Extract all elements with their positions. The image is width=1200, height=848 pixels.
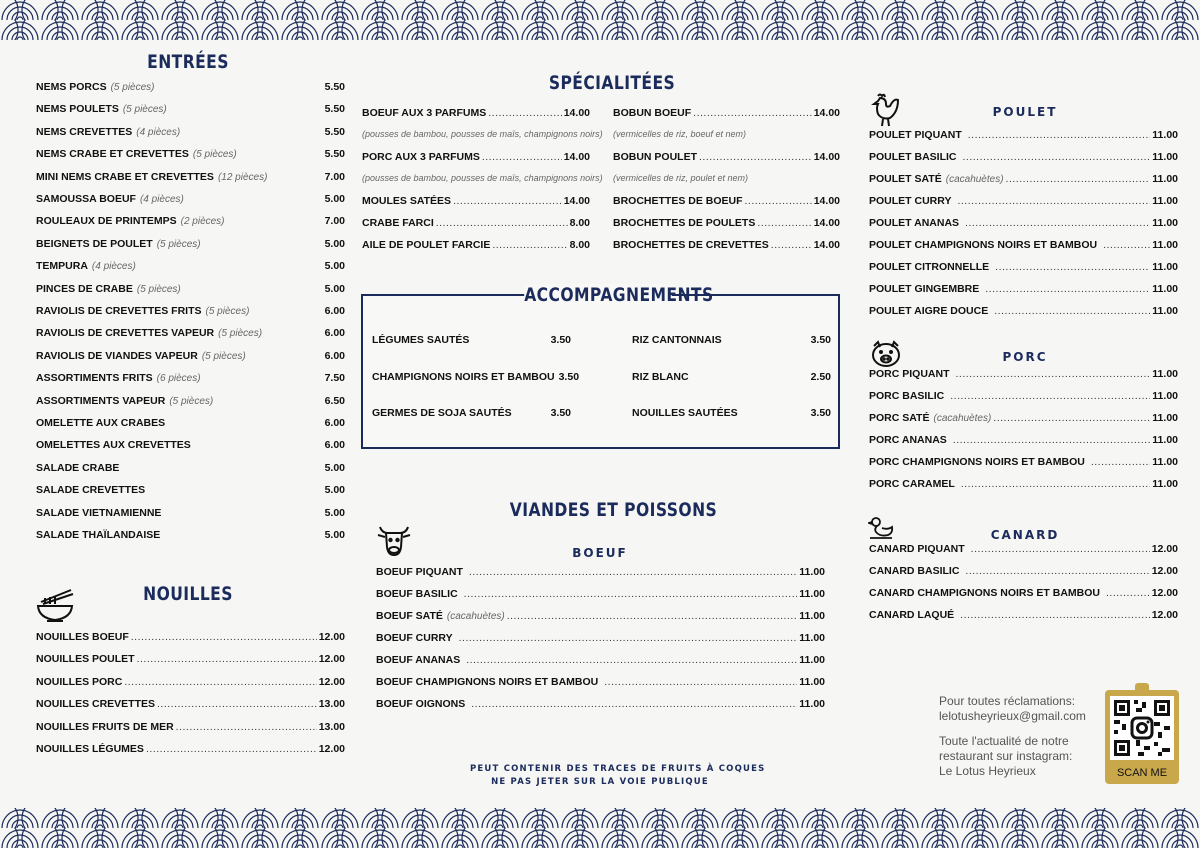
dish-qualifier: (6 pièces) [156,373,201,385]
canard-row [869,609,1178,625]
dish-name: POULET ANANAS [869,217,960,229]
dish-name: BOEUF AUX 3 PARFUMS [362,107,487,119]
boeuf-row [376,588,825,604]
boeuf-row [376,676,825,692]
entree-row [36,81,345,97]
dish-price: 3.50 [810,407,831,419]
dish-name: PORC BASILIC [869,390,945,402]
accompagnement-row [372,334,571,350]
poulet-row [869,239,1178,255]
dish-qualifier: (5 pièces) [169,395,214,407]
dish-qualifier: (5 pièces) [192,149,237,161]
dot-leader [745,195,812,207]
dish-price: 11.00 [1152,478,1178,490]
dish-name: POULET CHAMPIGNONS NOIRS ET BAMBOU [869,239,1098,251]
dish-price: 3.50 [558,370,580,383]
dish-price: 11.00 [799,566,825,578]
dish-qualifier: (4 pièces) [139,194,184,205]
dish-price: 2.50 [810,370,831,383]
dish-price: 11.00 [1152,390,1178,402]
dish-price: 11.00 [1152,456,1178,468]
dish-name: NOUILLES BOEUF [36,631,129,643]
porc-row [869,456,1178,472]
dish-price: 11.00 [799,588,825,600]
dish-price: 11.00 [1152,151,1178,163]
dot-leader [950,390,1150,402]
dish-name: CANARD BASILIC [869,565,960,577]
entree-row [36,395,345,411]
dot-leader [1106,587,1150,599]
dish-name: NEMS CRABE ET CREVETTES [36,148,189,161]
dish-qualifier: (cacahuètes) [446,611,505,622]
specialite-row [613,239,840,255]
dish-name: OMELETTES AUX CREVETTES [36,439,191,452]
dish-price: 14.00 [813,239,840,251]
nouilles-row [36,721,345,737]
nouilles-row [36,743,345,759]
dish-note: (pousses de bambou, pousses de maïs, champignons noirs) [362,129,603,139]
duck-icon [868,515,894,541]
dish-name: BOEUF CHAMPIGNONS NOIRS ET BAMBOU [376,676,599,688]
dot-leader [699,151,812,163]
dot-leader [993,412,1150,424]
dish-name: PORC ANANAS [869,434,947,446]
dish-price: 13.00 [318,698,345,711]
entree-row [36,507,345,523]
accompagnement-row [372,407,571,423]
dot-leader [965,565,1149,577]
specialites-heading: SPÉCIALITÉES [548,72,676,94]
dish-name: POULET SATÉ [869,173,942,185]
boeuf-row [376,698,825,714]
dot-leader [488,107,561,119]
dish-price: 12.00 [318,653,345,666]
specialite-row [613,195,840,211]
entrees-heading: ENTRÉES [147,51,229,73]
entree-row [36,260,345,276]
entree-row [36,103,345,119]
dish-price: 3.50 [550,334,571,346]
dish-price: 14.00 [563,151,590,163]
dish-name: SALADE VIETNAMIENNE [36,506,162,519]
dot-leader [482,151,562,163]
dish-name: AILE DE POULET FARCIE [362,239,491,251]
dish-qualifier: (5 pièces) [136,283,181,295]
dish-name: CANARD LAQUÉ [869,609,955,621]
dish-name: RAVIOLIS DE VIANDES VAPEUR [36,349,198,362]
dish-name: BOEUF BASILIC [376,588,458,600]
specialite-row [362,107,590,123]
canard-row [869,565,1178,581]
dish-price: 5.50 [324,81,345,93]
nouilles-row [36,676,345,692]
dot-leader [971,543,1150,555]
dish-price: 11.00 [1152,195,1178,207]
specialite-row [362,195,590,211]
dot-leader [137,653,317,665]
dish-name: PORC CARAMEL [869,478,955,490]
dish-note: (vermicelles de riz, poulet et nem) [613,173,749,183]
entree-row [36,305,345,321]
dish-name: MOULES SATÉES [362,195,452,207]
poulet-row [869,151,1178,167]
dish-price: 5.00 [324,237,345,250]
dish-name: NOUILLES PORC [36,675,123,688]
dish-name: POULET GINGEMBRE [869,283,980,295]
dish-price: 14.00 [563,195,590,207]
dish-name: BOBUN POULET [613,151,697,163]
accompagnement-row [632,407,831,423]
dot-leader [492,239,567,251]
dot-leader [146,743,317,755]
contact-email[interactable]: lelotusheyrieux@gmail.com [939,709,1086,723]
dish-name: POULET AIGRE DOUCE [869,305,989,317]
porc-row [869,368,1178,384]
contact-line-3: Toute l'actualité de notre [939,734,1069,748]
dish-name: BOEUF CURRY [376,632,453,644]
dish-name: NEMS PORCS [36,81,107,93]
dish-price: 12.00 [318,675,345,688]
boeuf-row [376,654,825,670]
poulet-row [869,217,1178,233]
boeuf-row [376,566,825,582]
dish-price: 11.00 [1152,129,1178,141]
dish-price: 11.00 [1152,217,1178,229]
dot-leader [994,305,1150,317]
dish-name: RAVIOLIS DE CREVETTES FRITS [36,305,202,317]
dish-name: CANARD PIQUANT [869,543,965,555]
dish-name: GERMES DE SOJA SAUTÉS [372,407,512,419]
nouilles-row [36,631,345,647]
dot-leader [985,283,1150,295]
dish-name: ROULEAUX DE PRINTEMPS [36,215,177,228]
dish-price: 11.00 [799,698,825,710]
poulet-row [869,173,1178,189]
dot-leader [453,195,562,207]
dish-price: 13.00 [318,720,345,733]
dish-name: RIZ BLANC [632,370,689,383]
dish-name: RIZ CANTONNAIS [632,334,722,346]
dish-qualifier: (4 pièces) [136,126,181,138]
boeuf-subheading: BOEUF [572,546,628,560]
dish-price: 5.00 [324,282,345,295]
accompagnement-row [632,334,831,350]
dish-price: 14.00 [813,217,840,229]
dish-price: 5.50 [324,103,345,116]
poulet-row [869,195,1178,211]
accompagnements-heading: ACCOMPAGNEMENTS [524,284,714,306]
dish-price: 11.00 [1152,173,1178,185]
dish-name: SALADE CREVETTES [36,484,146,497]
dish-price: 11.00 [1152,412,1178,424]
dish-name: PORC PIQUANT [869,368,950,380]
entree-row [36,417,345,433]
entree-row [36,372,345,388]
dish-note: (pousses de bambou, pousses de maïs, champignons noirs) [362,173,603,183]
dish-price: 8.00 [569,239,590,251]
dot-leader [957,195,1150,207]
poulet-row [869,129,1178,145]
dish-name: BOBUN BOEUF [613,107,692,119]
dot-leader [1006,173,1151,185]
litter-note: NE PAS JETER SUR LA VOIE PUBLIQUE [491,777,709,787]
poulet-subheading: POULET [992,105,1058,119]
allergen-note: PEUT CONTENIR DES TRACES DE FRUITS À COQUES [470,764,766,774]
contact-line-5: Le Lotus Heyrieux [939,764,1036,778]
specialite-row [362,217,590,233]
dish-name: PORC CHAMPIGNONS NOIRS ET BAMBOU [869,456,1085,468]
dot-leader [131,631,317,643]
dish-name: SAMOUSSA BOEUF [36,193,136,205]
dish-qualifier: (12 pièces) [217,171,268,183]
entree-row [36,462,345,478]
dish-name: BROCHETTES DE CREVETTES [613,239,769,251]
canard-subheading: CANARD [990,528,1060,542]
dish-price: 11.00 [1152,261,1178,273]
dish-name: NEMS POULETS [36,103,119,116]
boeuf-row [376,632,825,648]
dot-leader [459,632,798,644]
dish-price: 12.00 [1151,587,1178,599]
wave-band-top [0,0,1200,40]
dish-price: 5.50 [324,148,345,161]
dot-leader [469,566,797,578]
dish-name: NOUILLES CREVETTES [36,698,156,711]
dish-name: PORC SATÉ [869,412,930,424]
dish-price: 5.00 [324,529,345,541]
dish-name: ASSORTIMENTS FRITS [36,372,153,385]
entree-row [36,283,345,299]
specialite-row [613,151,840,167]
dot-leader [124,676,316,688]
dish-name: POULET PIQUANT [869,129,962,141]
dot-leader [956,368,1151,380]
dish-qualifier: (cacahuètes) [945,174,1004,185]
dish-price: 5.00 [324,193,345,205]
nouilles-heading: NOUILLES [143,583,233,605]
porc-row [869,434,1178,450]
dish-price: 6.00 [324,417,345,429]
dish-price: 5.50 [324,125,345,138]
entree-row [36,238,345,254]
dot-leader [960,609,1150,621]
dot-leader [604,676,797,688]
porc-row [869,478,1178,494]
specialite-row [362,239,590,255]
dot-leader [466,654,797,666]
boeuf-row [376,610,825,626]
dot-leader [968,129,1151,141]
rooster-icon [868,92,900,128]
accompagnement-row [632,371,831,387]
entree-row [36,350,345,366]
dot-leader [471,698,797,710]
dish-qualifier: (5 pièces) [156,238,201,250]
dish-price: 12.00 [318,631,345,643]
nouilles-row [36,653,345,669]
dish-price: 6.50 [324,394,345,407]
dish-price: 12.00 [1151,609,1178,621]
dot-leader [507,610,798,622]
dish-name: NOUILLES FRUITS DE MER [36,720,174,733]
poulet-row [869,305,1178,321]
dot-leader [1103,239,1150,251]
dish-price: 5.00 [324,506,345,519]
poulet-row [869,283,1178,299]
dish-name: CHAMPIGNONS NOIRS ET BAMBOU [372,370,555,383]
dish-name: BOEUF PIQUANT [376,566,463,578]
dot-leader [961,478,1151,490]
dish-name: OMELETTE AUX CRABES [36,417,166,429]
dish-price: 8.00 [569,217,590,229]
dish-price: 6.00 [324,327,345,340]
dish-price: 5.00 [324,461,345,474]
dish-price: 3.50 [810,334,831,346]
dish-name: SALADE CRABE [36,461,120,474]
dish-price: 5.00 [324,484,345,497]
dish-price: 14.00 [813,195,840,207]
dish-price: 11.00 [1152,239,1178,251]
dot-leader [157,698,317,710]
nouilles-row [36,698,345,714]
porc-subheading: PORC [1002,350,1048,364]
dish-price: 14.00 [813,107,840,119]
dish-name: NOUILLES POULET [36,653,135,666]
dish-qualifier: (5 pièces) [205,306,250,317]
porc-row [869,412,1178,428]
dot-leader [995,261,1150,273]
cow-icon [376,523,412,559]
dish-name: BEIGNETS DE POULET [36,237,153,250]
dish-qualifier: (4 pièces) [91,261,136,273]
pig-icon [868,340,904,370]
dot-leader [693,107,812,119]
dish-price: 11.00 [799,610,825,622]
entree-row [36,193,345,209]
dot-leader [436,217,568,229]
dish-qualifier: (cacahuètes) [933,413,992,424]
specialite-row [362,151,590,167]
entree-row [36,327,345,343]
dish-name: CRABE FARCI [362,217,434,229]
entree-row [36,148,345,164]
dot-leader [953,434,1151,446]
qr-clip [1135,683,1149,693]
noodle-bowl-icon [35,588,75,624]
dish-name: MINI NEMS CRABE ET CREVETTES [36,170,214,183]
qr-card[interactable] [1105,690,1179,784]
porc-row [869,390,1178,406]
canard-row [869,587,1178,603]
dish-price: 5.00 [324,260,345,273]
dish-price: 11.00 [799,676,825,688]
contact-block [939,694,1099,779]
dish-name: PINCES DE CRABE [36,282,133,295]
dish-name: NOUILLES SAUTÉES [632,407,738,419]
entree-row [36,439,345,455]
dot-leader [1091,456,1150,468]
dish-name: POULET CITRONNELLE [869,261,990,273]
entree-row [36,126,345,142]
dish-name: BROCHETTES DE BOEUF [613,195,743,207]
dish-name: BROCHETTES DE POULETS [613,217,756,229]
dish-price: 12.00 [1151,565,1178,577]
accompagnement-row [372,370,580,387]
dish-qualifier: (5 pièces) [110,82,155,93]
dot-leader [464,588,798,600]
dish-price: 12.00 [1151,543,1178,555]
dish-price: 6.00 [324,349,345,362]
entree-row [36,529,345,545]
dish-name: CANARD CHAMPIGNONS NOIRS ET BAMBOU [869,587,1100,599]
contact-line-1: Pour toutes réclamations: [939,694,1076,708]
dish-name: SALADE THAÏLANDAISE [36,529,161,541]
specialite-row [613,107,840,123]
dish-qualifier: (5 pièces) [201,350,246,362]
dish-name: POULET CURRY [869,195,952,207]
dot-leader [965,217,1150,229]
viandes-heading: VIANDES ET POISSONS [509,499,718,521]
dish-price: 3.50 [550,407,571,419]
dish-name: PORC AUX 3 PARFUMS [362,151,480,163]
wave-band-bottom [0,808,1200,848]
specialite-row [613,217,840,233]
contact-line-4: restaurant sur instagram: [939,749,1073,763]
dish-name: TEMPURA [36,260,88,273]
dot-leader [771,239,812,251]
entree-row [36,215,345,231]
dish-price: 14.00 [563,107,590,119]
dish-name: ASSORTIMENTS VAPEUR [36,394,166,407]
dish-price: 6.00 [324,439,345,452]
dish-price: 12.00 [318,743,345,755]
dish-price: 11.00 [1152,368,1178,380]
dish-qualifier: (5 pièces) [218,328,263,340]
dish-price: 11.00 [799,632,825,644]
dish-name: LÉGUMES SAUTÉS [372,334,470,346]
poulet-row [869,261,1178,277]
dish-qualifier: (5 pièces) [122,104,167,116]
dish-price: 11.00 [1152,283,1178,295]
dot-leader [757,217,811,229]
dish-price: 7.50 [324,372,345,385]
dish-name: NOUILLES LÉGUMES [36,743,144,755]
dish-price: 14.00 [813,151,840,163]
dish-note: (vermicelles de riz, boeuf et nem) [613,129,747,139]
dish-name: POULET BASILIC [869,151,957,163]
entree-row [36,171,345,187]
dish-price: 11.00 [799,654,825,666]
dish-name: BOEUF SATÉ [376,610,443,622]
dot-leader [176,721,317,733]
dish-price: 11.00 [1152,305,1178,317]
canard-row [869,543,1178,559]
dish-price: 11.00 [1152,434,1178,446]
dish-name: RAVIOLIS DE CREVETTES VAPEUR [36,327,215,340]
dish-price: 7.00 [324,170,345,183]
dish-name: NEMS CREVETTES [36,125,133,138]
qr-code [1110,696,1174,760]
dish-name: BOEUF ANANAS [376,654,461,666]
dish-name: BOEUF OIGNONS [376,698,466,710]
entree-row [36,484,345,500]
dish-qualifier: (2 pièces) [180,216,225,228]
dish-price: 6.00 [324,305,345,317]
dot-leader [963,151,1151,163]
qr-label: SCAN ME [1116,767,1168,779]
dish-price: 7.00 [324,215,345,228]
